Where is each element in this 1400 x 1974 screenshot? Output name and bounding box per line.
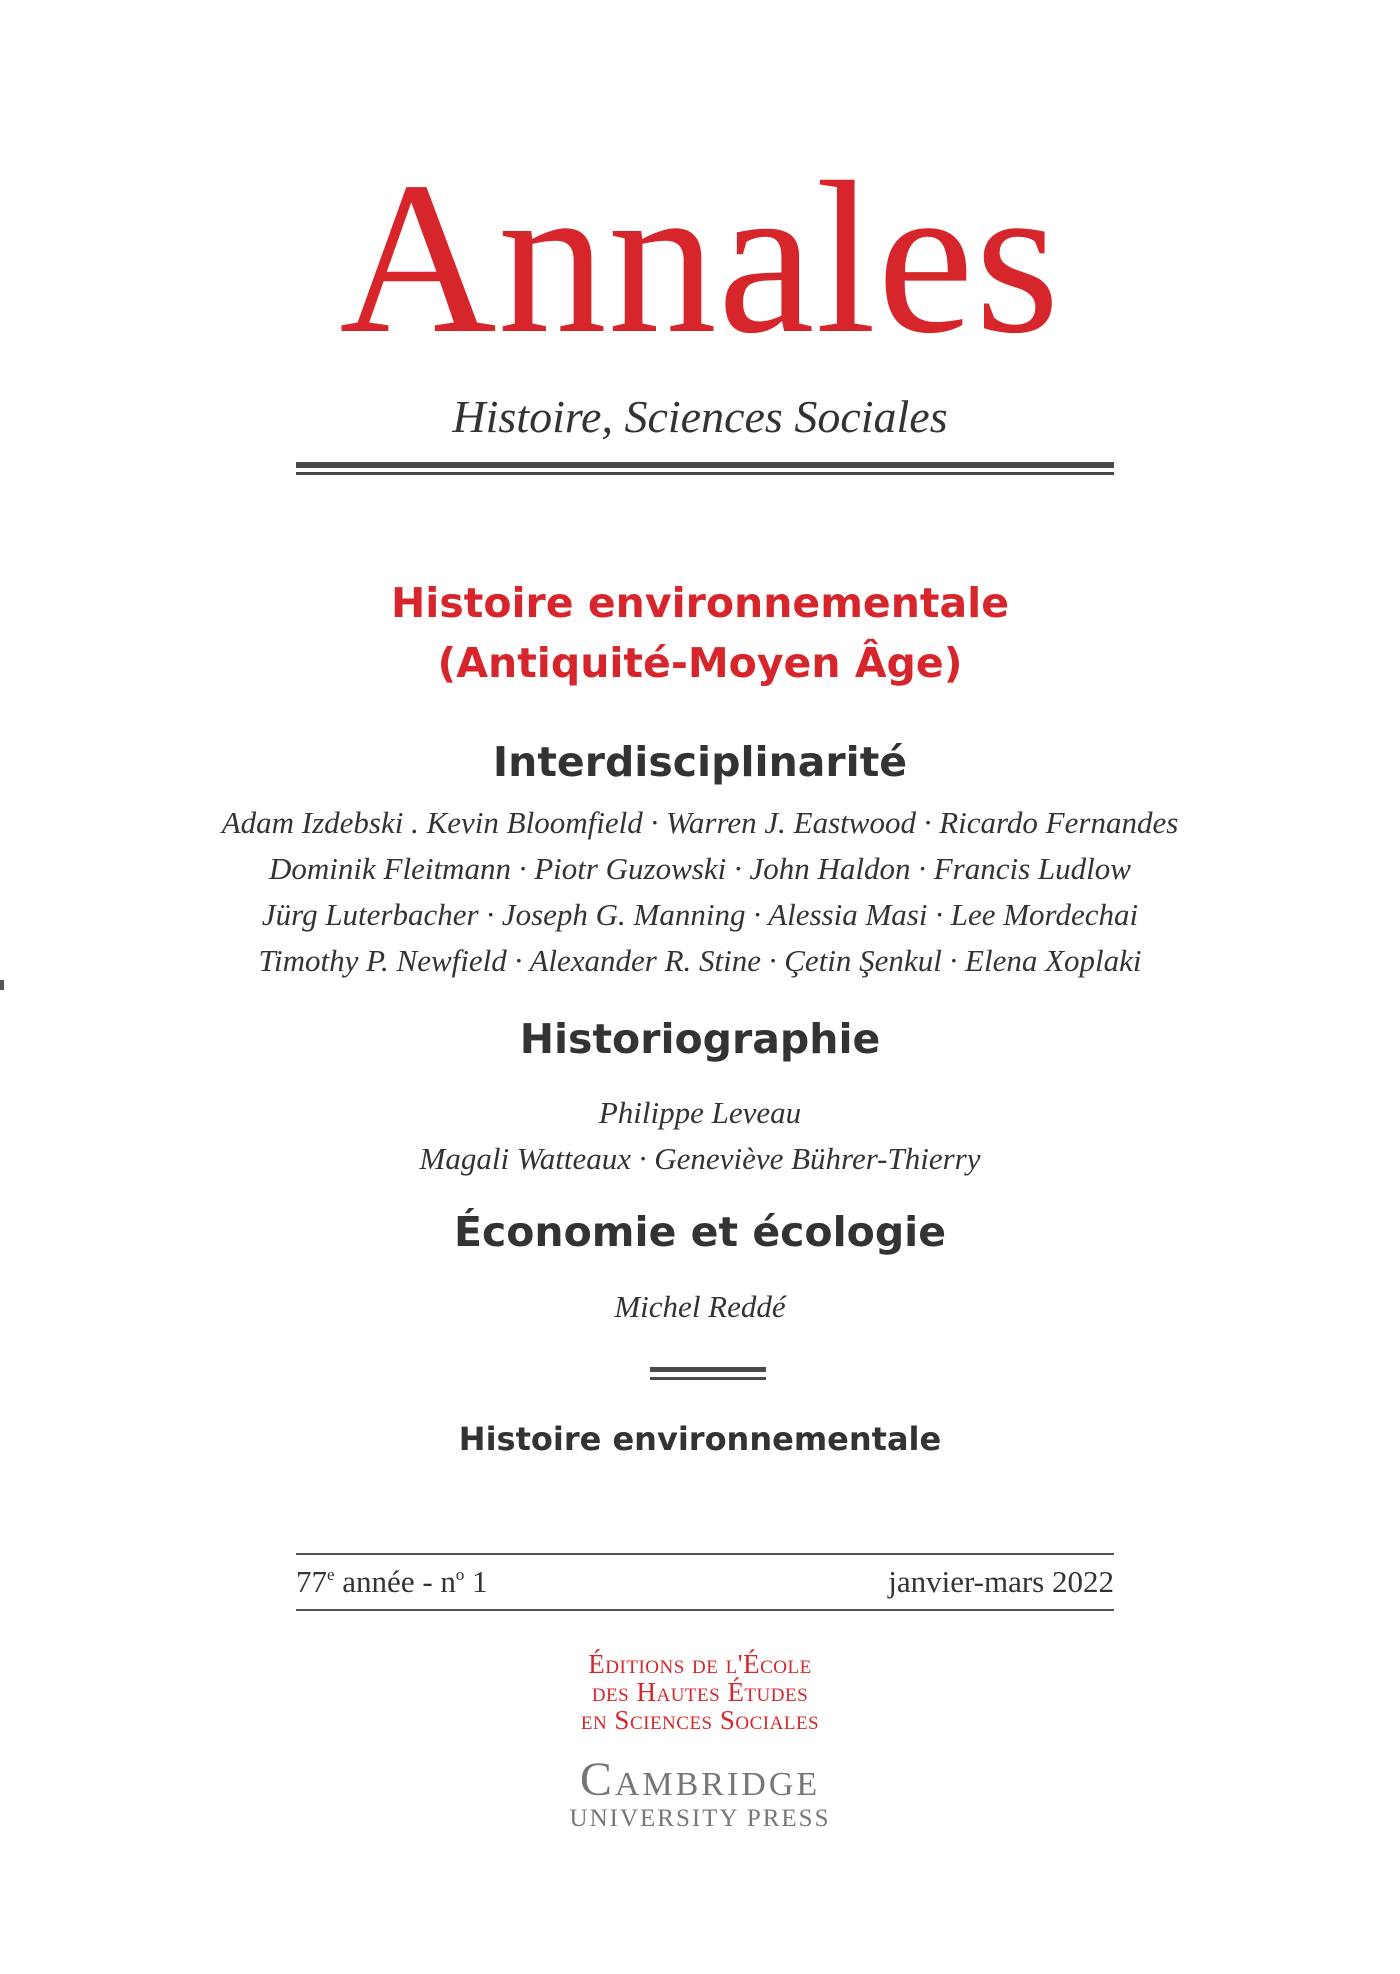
masthead-rule-top [296, 462, 1114, 468]
volume-text: année - n [334, 1564, 456, 1599]
series-label: Histoire environnementale [458, 1420, 942, 1458]
issue-theme-line-1: Histoire environnementale [390, 579, 1010, 627]
issue-bar [296, 1553, 1114, 1611]
issue-suffix: o [455, 1565, 465, 1584]
issue-period: janvier-mars 2022 [888, 1564, 1114, 1599]
issue-theme-line-2: (Antiquité-Moyen Âge) [437, 639, 963, 687]
publisher-cup-sub: UNIVERSITY PRESS [569, 1805, 831, 1832]
author-line: Michel Reddé [614, 1289, 786, 1324]
volume-number: 77 [296, 1564, 327, 1599]
publisher-cup-name: Cambridge [579, 1753, 821, 1806]
author-line: Magali Watteaux · Geneviève Bührer-Thierry [419, 1141, 981, 1176]
journal-title: Annales [339, 138, 1061, 379]
issue-number: 1 [464, 1564, 488, 1599]
author-line: Timothy P. Newfield · Alexander R. Stine · Çetin Şenkul · Elena Xoplaki [258, 943, 1142, 978]
author-line: Adam Izdebski . Kevin Bloomfield · Warren J. Eastwood · Ricardo Fernandes [221, 805, 1179, 840]
journal-subtitle: Histoire, Sciences Sociales [452, 391, 948, 442]
section-authors-historiographie [0, 1090, 1400, 1182]
section-heading-economie-ecologie: Économie et écologie [453, 1208, 947, 1256]
publisher-line: des Hautes Études [591, 1677, 809, 1707]
author-line: Jürg Luterbacher · Joseph G. Manning · Alessia Masi · Lee Mordechai [261, 897, 1139, 932]
divider-rule-bottom [650, 1377, 766, 1380]
issue-theme [0, 573, 1400, 693]
masthead-rule-bottom [296, 472, 1114, 475]
issue-volume [296, 1564, 488, 1600]
section-authors-economie-ecologie [0, 1284, 1400, 1330]
author-line: Philippe Leveau [598, 1095, 802, 1130]
volume-suffix: e [327, 1565, 335, 1584]
publisher-ehess-logo [0, 1650, 1400, 1734]
publisher-line: Éditions de l'École [588, 1649, 812, 1679]
section-heading-historiographie: Historiographie [519, 1015, 881, 1063]
section-authors-interdisciplinarite [0, 800, 1400, 984]
divider-rule-top [650, 1367, 766, 1372]
author-line: Dominik Fleitmann · Piotr Guzowski · John Haldon · Francis Ludlow [269, 851, 1131, 886]
section-heading-interdisciplinarite: Interdisciplinarité [492, 738, 908, 786]
publisher-line: en Sciences Sociales [580, 1705, 820, 1735]
